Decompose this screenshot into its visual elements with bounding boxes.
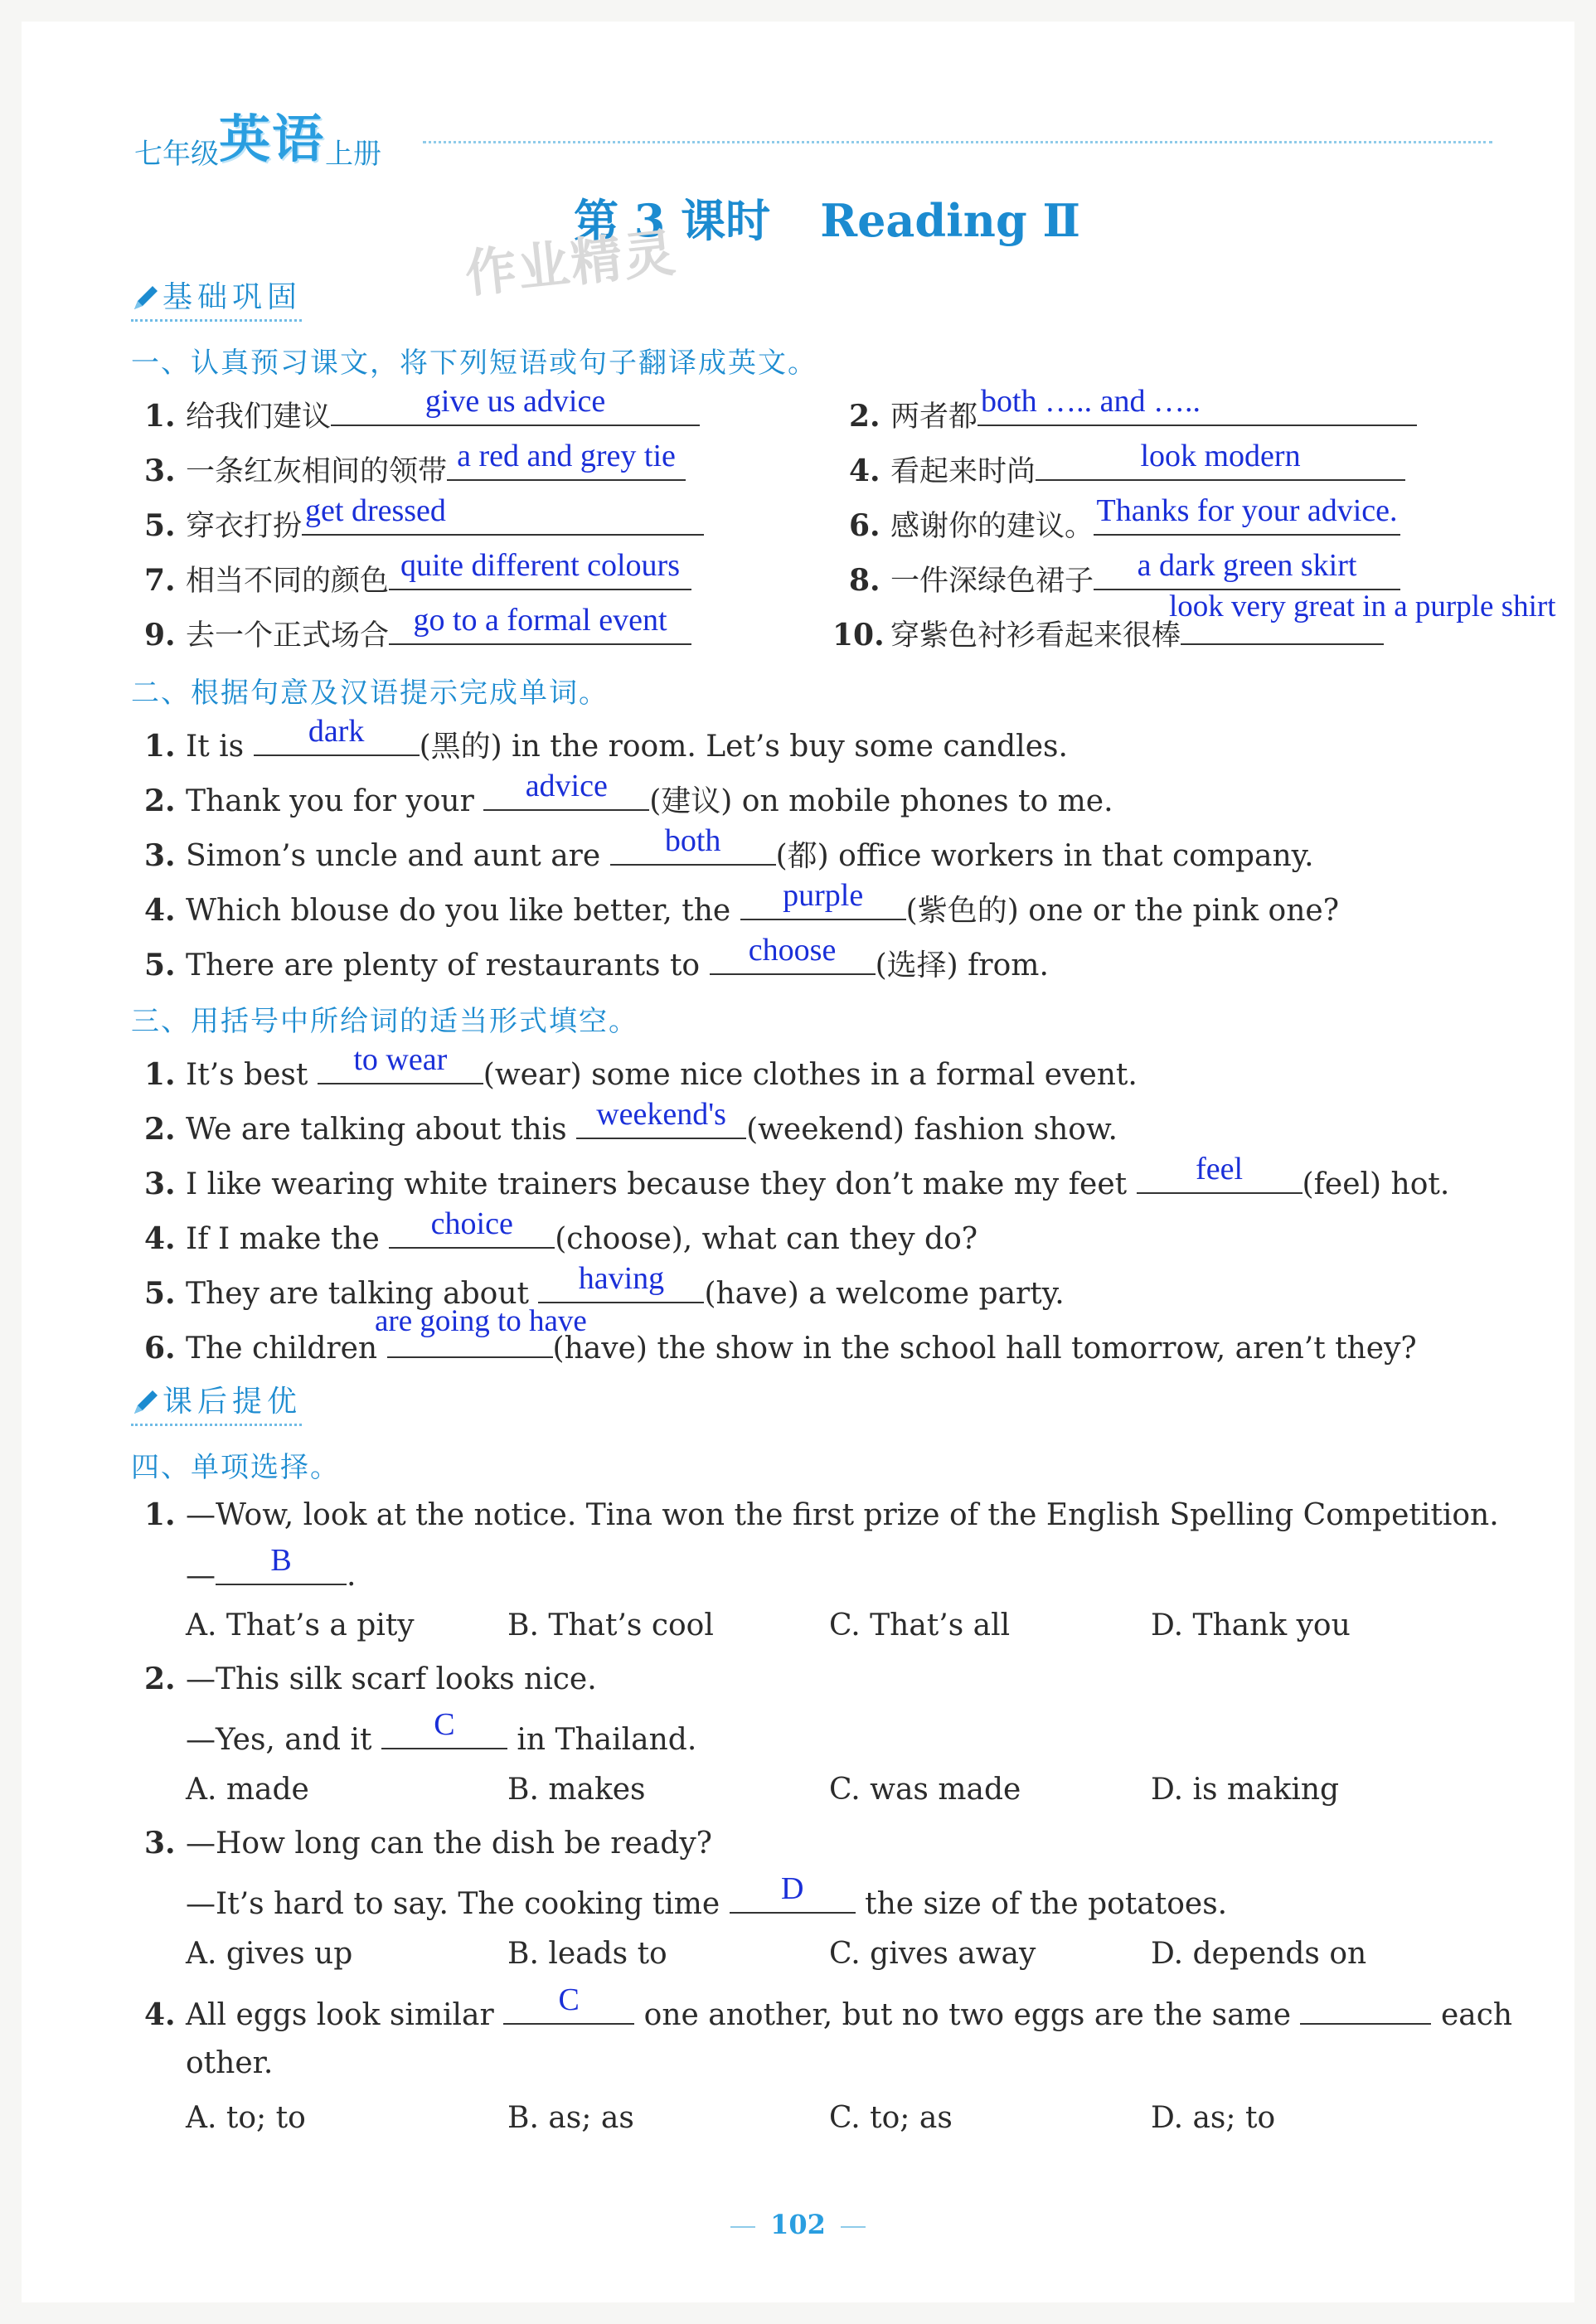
lesson-title-chinese: 第 3 课时 [574,194,771,247]
list-item: 6. 感谢你的建议。 Thanks for your advice. [849,502,1400,545]
page-number: 102 [0,2209,1596,2240]
answer-blank[interactable]: both ….. and ….. [977,393,1417,426]
section-label-text: 基础巩固 [163,280,303,314]
answer-blank[interactable]: D [730,1880,856,1914]
question-answer-line: —Yes, and it C in Thailand. [186,1707,697,1757]
question-answer-line: —It’s hard to say. The cooking time D the size of the potatoes. [186,1871,1228,1921]
answer-blank[interactable]: choice [389,1215,555,1249]
answer-blank[interactable]: a dark green skirt [1094,557,1400,590]
list-item: 5. There are plenty of restaurants to choose (选择) from. [144,933,1049,982]
option-c[interactable]: C. to; as [829,2101,953,2135]
answer-blank[interactable]: Thanks for your advice. [1094,502,1400,536]
option-a[interactable]: A. made [186,1773,309,1807]
option-b[interactable]: B. That’s cool [507,1608,714,1642]
list-item: 4. If I make the choice (choose), what can they do? [144,1206,978,1256]
handwritten-answer: look very great in a purple shirt [1169,589,1556,623]
list-item: 2. We are talking about this weekend's (weekend) fashion show. [144,1097,1118,1147]
option-a[interactable]: A. to; to [186,2101,306,2135]
watermark: 作业精灵 [462,221,680,305]
header-title [134,98,381,172]
list-item: 10. 穿紫色衬衫看起来很棒 [832,612,1384,654]
header-grade: 七年级 [134,138,219,171]
section-label-basic [131,274,302,322]
section-label-text: 课后提优 [163,1385,303,1419]
answer-blank[interactable]: look modern [1036,448,1405,481]
lesson-title-english: Reading Ⅱ [820,194,1081,247]
part2-title: 二、根据句意及汉语提示完成单词。 [131,677,609,710]
answer-blank[interactable]: weekend's [576,1106,746,1139]
option-b[interactable]: B. makes [507,1773,646,1807]
answer-blank[interactable]: advice [483,778,649,811]
option-a[interactable]: A. gives up [186,1937,353,1971]
answer-blank[interactable]: feel [1137,1161,1303,1194]
list-item: 5. 穿衣打扮 get dressed [144,502,704,545]
question-stem: 3. —How long can the dish be ready? [144,1826,712,1861]
answer-blank[interactable] [1300,1992,1431,2025]
list-item: 3. 一条红灰相间的领带 a red and grey tie [144,448,686,490]
answer-blank[interactable]: go to a formal event [389,612,691,645]
pencil-icon [131,1389,159,1417]
answer-blank[interactable]: give us advice [331,393,700,426]
option-c[interactable]: C. That’s all [829,1608,1011,1642]
option-d[interactable]: D. Thank you [1151,1608,1351,1642]
answer-blank[interactable]: choose [710,942,876,975]
question-answer-line: — B . [186,1543,357,1593]
option-d[interactable]: D. depends on [1151,1937,1367,1971]
list-item: 4. Which blouse do you like better, the purple (紫色的) one or the pink one? [144,878,1340,928]
answer-blank[interactable]: having [538,1270,704,1303]
question-stem: 1. —Wow, look at the notice. Tina won the first prize of the English Spelling Competition. [144,1497,1499,1532]
header-volume: 上册 [325,138,382,171]
list-item: 3. Simon’s uncle and aunt are both (都) office workers in that company. [144,823,1314,873]
part4-title: 四、单项选择。 [131,1451,340,1484]
option-a[interactable]: A. That’s a pity [186,1608,415,1642]
list-item: 2. 两者都 both ….. and ….. [849,393,1417,435]
answer-blank[interactable]: C [381,1716,507,1749]
option-d[interactable]: D. as; to [1151,2101,1276,2135]
question-stem: 4. All eggs look similar C one another, but no two eggs are the same each [144,1982,1513,2032]
header-divider [423,141,1492,143]
option-b[interactable]: B. leads to [507,1937,667,1971]
answer-blank[interactable]: to wear [318,1051,483,1084]
option-c[interactable]: C. gives away [829,1937,1036,1971]
list-item: 5. They are talking about having (have) a welcome party. [144,1261,1065,1311]
answer-blank[interactable]: quite different colours [389,557,691,590]
answer-blank[interactable]: a red and grey tie [447,448,686,481]
answer-blank[interactable]: purple [740,887,906,920]
list-item: 1. 给我们建议 give us advice [144,393,700,435]
question-stem-continued: other. [186,2046,274,2080]
list-item: 2. Thank you for your advice (建议) on mobile phones to me. [144,769,1113,818]
answer-blank[interactable]: both [610,832,776,866]
question-stem: 2. —This silk scarf looks nice. [144,1662,597,1696]
answer-blank[interactable]: dark [254,723,420,756]
list-item: 3. I like wearing white trainers because they don’t make my feet feel (feel) hot. [144,1152,1450,1201]
list-item: 1. It’s best to wear (wear) some nice clothes in a formal event. [144,1042,1138,1092]
answer-blank[interactable]: get dressed [302,502,704,536]
list-item: 8. 一件深绿色裙子 a dark green skirt [849,557,1400,599]
answer-blank[interactable]: B [216,1552,347,1585]
part3-title: 三、用括号中所给词的适当形式填空。 [131,1005,638,1038]
list-item: 1. It is dark (黑的) in the room. Let’s buy some candles. [144,714,1068,764]
option-c[interactable]: C. was made [829,1773,1021,1807]
list-item: 4. 看起来时尚 look modern [849,448,1405,490]
list-item: 6. The children (have) the show in the school hall tomorrow, aren’t they? [144,1325,1417,1366]
handwritten-answer: are going to have [375,1304,587,1338]
list-item: 7. 相当不同的颜色 quite different colours [144,557,691,599]
header-subject: 英语 [219,109,326,169]
section-label-advanced [131,1378,302,1426]
answer-blank[interactable]: C [503,1992,634,2025]
option-b[interactable]: B. as; as [507,2101,634,2135]
option-d[interactable]: D. is making [1151,1773,1340,1807]
part1-title: 一、认真预习课文，将下列短语或句子翻译成英文。 [131,347,817,380]
list-item: 9. 去一个正式场合 go to a formal event [144,612,691,654]
pencil-icon [131,284,159,313]
